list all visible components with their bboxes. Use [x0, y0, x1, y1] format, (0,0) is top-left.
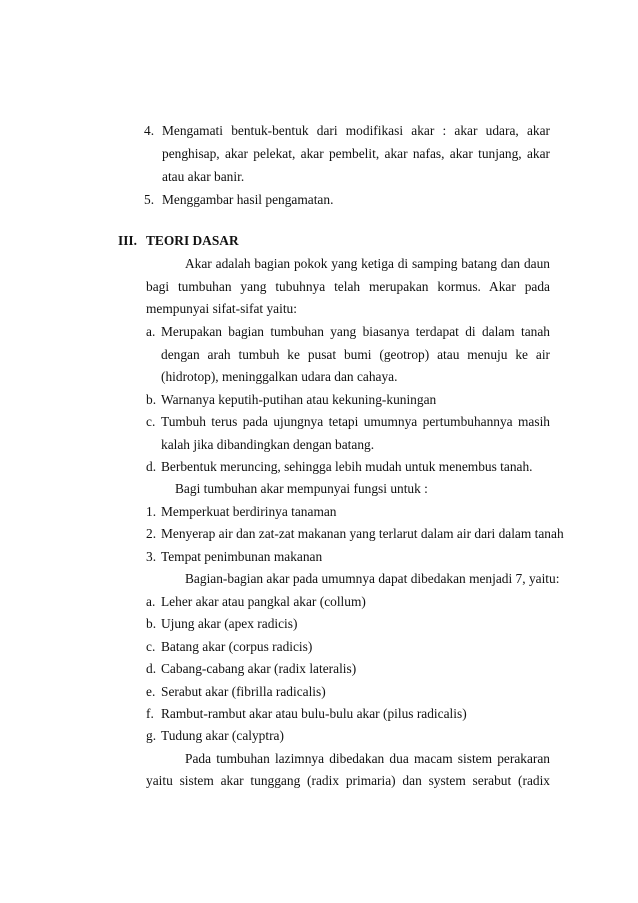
parts-intro: Bagian-bagian akar pada umumnya dapat dibedakan menjadi 7, yaitu: [185, 571, 560, 586]
section-title: TEORI DASAR [146, 233, 239, 248]
list-item-line: Rambut-rambut akar atau bulu-bulu akar (pilus radicalis) [161, 706, 467, 721]
list-item-line: Cabang-cabang akar (radix lateralis) [161, 661, 357, 676]
paragraph-line: yaitu sistem akar tunggang (radix primaria) dan system serabut (radix [146, 773, 550, 788]
list-item-line: Berbentuk meruncing, sehingga lebih mudah untuk menembus tanah. [161, 459, 533, 474]
paragraph-line: mempunyai sifat-sifat yaitu: [146, 301, 297, 316]
list-item-line: Serabut akar (fibrilla radicalis) [161, 684, 326, 699]
list-label: f. [146, 706, 154, 721]
list-item-line: Memperkuat berdirinya tanaman [161, 504, 337, 519]
list-label: b. [146, 616, 157, 631]
list-label: e. [146, 684, 156, 699]
step-line: Mengamati bentuk-bentuk dari modifikasi akar : akar udara, akar [162, 123, 550, 138]
list-label: 3. [146, 549, 157, 564]
list-label: 2. [146, 526, 157, 541]
list-item-line: Tudung akar (calyptra) [161, 728, 284, 743]
list-item-line: dengan arah tumbuh ke pusat bumi (geotrop) atau menuju ke air [161, 347, 550, 362]
list-label: b. [146, 392, 157, 407]
list-item-line: (hidrotop), meninggalkan udara dan cahaya. [161, 369, 398, 384]
list-item-line: Tempat penimbunan makanan [161, 549, 323, 564]
functions-intro: Bagi tumbuhan akar mempunyai fungsi untuk : [175, 481, 428, 496]
list-item-line: Ujung akar (apex radicis) [161, 616, 298, 631]
list-item-line: Leher akar atau pangkal akar (collum) [161, 594, 366, 609]
step-line: atau akar banir. [162, 169, 245, 184]
list-item-line: kalah jika dibandingkan dengan batang. [161, 437, 375, 452]
step-number: 5. [144, 192, 155, 207]
list-item-line: Menyerap air dan zat-zat makanan yang terlarut dalam air dari dalam tanah [161, 526, 564, 541]
list-item-line: Tumbuh terus pada ujungnya tetapi umumnya pertumbuhannya masih [161, 414, 550, 429]
list-label: d. [146, 459, 157, 474]
list-label: a. [146, 324, 156, 339]
section-number: III. [118, 233, 137, 248]
list-label: c. [146, 414, 156, 429]
paragraph-line: Pada tumbuhan lazimnya dibedakan dua macam sistem perakaran [185, 751, 550, 766]
step-line: penghisap, akar pelekat, akar pembelit, akar nafas, akar tunjang, akar [162, 146, 550, 161]
list-label: a. [146, 594, 156, 609]
list-label: d. [146, 661, 157, 676]
step-number: 4. [144, 123, 155, 138]
list-item-line: Batang akar (corpus radicis) [161, 639, 313, 654]
list-item-line: Warnanya keputih-putihan atau kekuning-kuningan [161, 392, 437, 407]
paragraph-line: Akar adalah bagian pokok yang ketiga di samping batang dan daun [185, 256, 550, 271]
list-label: 1. [146, 504, 157, 519]
list-label: g. [146, 728, 157, 743]
step-line: Menggambar hasil pengamatan. [162, 192, 334, 207]
list-label: c. [146, 639, 156, 654]
paragraph-line: bagi tumbuhan yang tubuhnya telah merupakan kormus. Akar pada [146, 279, 550, 294]
list-item-line: Merupakan bagian tumbuhan yang biasanya terdapat di dalam tanah [161, 324, 550, 339]
